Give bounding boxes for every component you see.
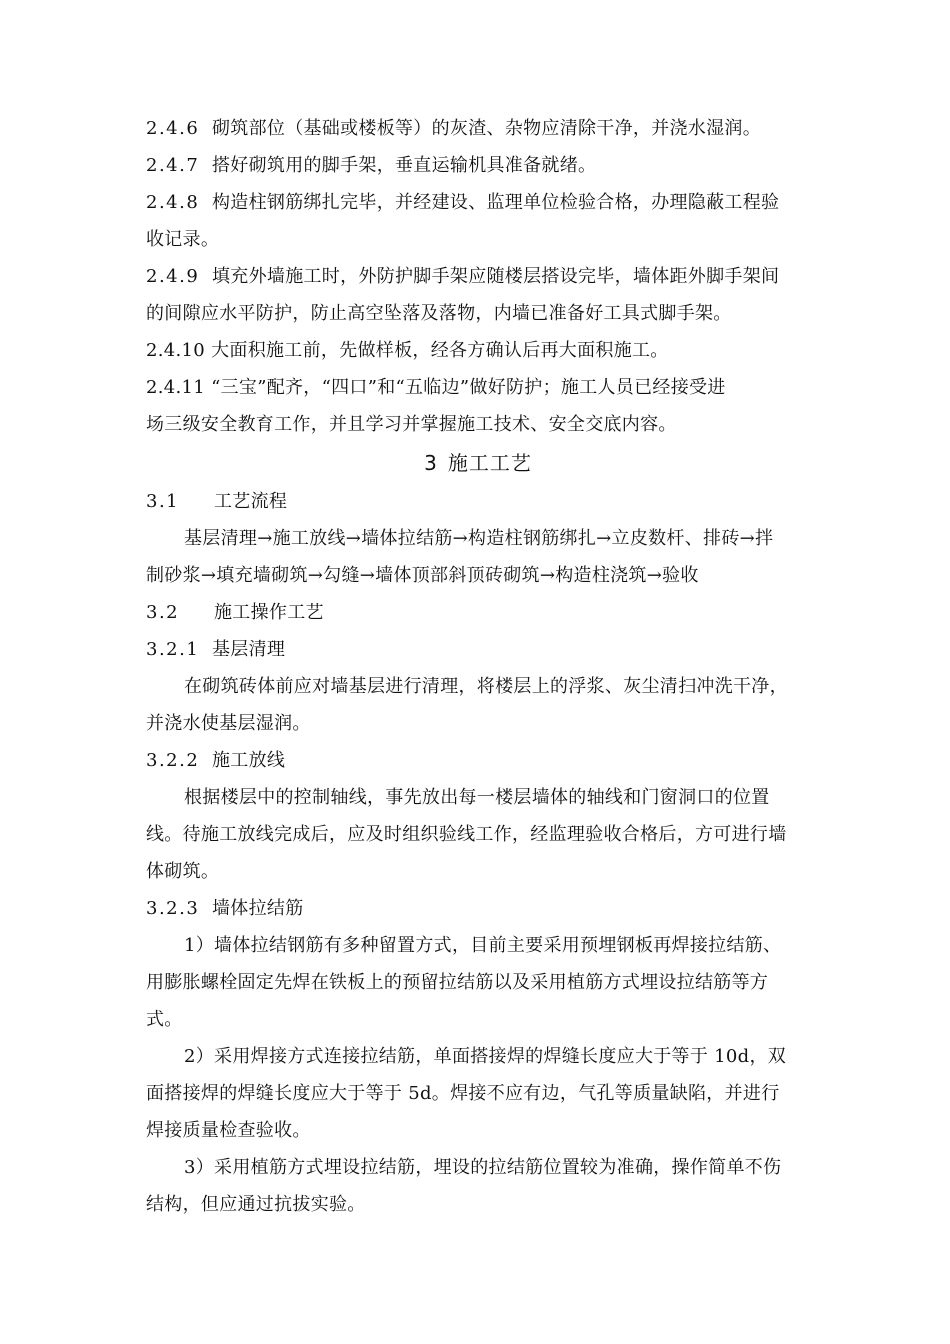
section-heading xyxy=(146,443,810,483)
subsection-number: 3.2.3 xyxy=(146,898,200,919)
paragraph-continued: 体砌筑。 xyxy=(146,861,220,882)
item-text-continued: 的间隙应水平防护，防止高空坠落及落物，内墙已准备好工具式脚手架。 xyxy=(146,303,732,324)
section-title: 施工工艺 xyxy=(447,451,532,475)
item-text: 搭好砌筑用的脚手架，垂直运输机具准备就绪。 xyxy=(212,155,597,176)
item-2-4-9 xyxy=(146,258,810,295)
paragraph-continued: 焊接质量检查验收。 xyxy=(146,1120,311,1141)
paragraph: 根据楼层中的控制轴线，事先放出每一楼层墙体的轴线和门窗洞口的位置 xyxy=(184,787,770,808)
paragraph: 2）采用焊接方式连接拉结筋，单面搭接焊的焊缝长度应大于等于 10d，双 xyxy=(184,1046,787,1067)
item-text-continued: 收记录。 xyxy=(146,229,220,250)
paragraph: 1）墙体拉结钢筋有多种留置方式，目前主要采用预埋钢板再焊接拉结筋、 xyxy=(184,935,782,956)
paragraph-continued: 用膨胀螺栓固定先焊在铁板上的预留拉结筋以及采用植筋方式埋设拉结筋等方 xyxy=(146,972,769,993)
flow-paragraph: 基层清理→施工放线→墙体拉结筋→构造柱钢筋绑扎→立皮数杆、排砖→拌 xyxy=(184,528,774,549)
item-2-4-7 xyxy=(146,147,810,184)
flow-paragraph-continued: 制砂浆→填充墙砌筑→勾缝→墙体顶部斜顶砖砌筑→构造柱浇筑→验收 xyxy=(146,565,699,586)
item-text: “三宝”配齐，“四口”和“五临边”做好防护；施工人员已经接受进 xyxy=(211,377,726,398)
subsection-3-2-2 xyxy=(146,742,810,779)
paragraph-continued: 结构，但应通过抗拔实验。 xyxy=(146,1194,366,1215)
subsection-number: 3.1 xyxy=(146,491,180,512)
document-page xyxy=(146,110,810,1223)
subsection-3-1 xyxy=(146,483,810,520)
section-number: 3 xyxy=(424,451,438,475)
item-text-continued: 场三级安全教育工作，并且学习并掌握施工技术、安全交底内容。 xyxy=(146,414,677,435)
paragraph-continued: 线。待施工放线完成后，应及时组织验线工作，经监理验收合格后，方可进行墙 xyxy=(146,824,787,845)
paragraph-continued: 式。 xyxy=(146,1009,183,1030)
item-number: 2.4.10 xyxy=(146,340,206,361)
item-2-4-10 xyxy=(146,332,810,369)
item-number: 2.4.9 xyxy=(146,266,200,287)
subsection-number: 3.2.1 xyxy=(146,639,200,660)
subsection-title: 工艺流程 xyxy=(214,491,288,512)
subsection-title: 墙体拉结筋 xyxy=(212,898,304,919)
subsection-number: 3.2.2 xyxy=(146,750,200,771)
subsection-number: 3.2 xyxy=(146,602,180,623)
item-number: 2.4.8 xyxy=(146,192,200,213)
item-text: 填充外墙施工时，外防护脚手架应随楼层搭设完毕，墙体距外脚手架间 xyxy=(212,266,780,287)
subsection-title: 基层清理 xyxy=(212,639,286,660)
paragraph: 3）采用植筋方式埋设拉结筋，埋设的拉结筋位置较为准确，操作简单不伤 xyxy=(184,1157,782,1178)
paragraph: 在砌筑砖体前应对墙基层进行清理，将楼层上的浮浆、灰尘清扫冲洗干净， xyxy=(184,676,788,697)
subsection-title: 施工操作工艺 xyxy=(214,602,324,623)
subsection-3-2 xyxy=(146,594,810,631)
paragraph-continued: 面搭接焊的焊缝长度应大于等于 5d。焊接不应有边，气孔等质量缺陷，并进行 xyxy=(146,1083,780,1104)
item-number: 2.4.6 xyxy=(146,118,200,139)
item-number: 2.4.7 xyxy=(146,155,200,176)
paragraph-continued: 并浇水使基层湿润。 xyxy=(146,713,311,734)
item-number: 2.4.11 xyxy=(146,377,206,398)
item-2-4-8 xyxy=(146,184,810,221)
item-text: 大面积施工前，先做样板，经各方确认后再大面积施工。 xyxy=(211,340,669,361)
subsection-3-2-3 xyxy=(146,890,810,927)
item-text: 构造柱钢筋绑扎完毕，并经建设、监理单位检验合格，办理隐蔽工程验 xyxy=(212,192,780,213)
item-2-4-6 xyxy=(146,110,810,147)
subsection-3-2-1 xyxy=(146,631,810,668)
item-text: 砌筑部位（基础或楼板等）的灰渣、杂物应清除干净，并浇水湿润。 xyxy=(212,118,761,139)
item-2-4-11 xyxy=(146,369,810,406)
subsection-title: 施工放线 xyxy=(212,750,286,771)
